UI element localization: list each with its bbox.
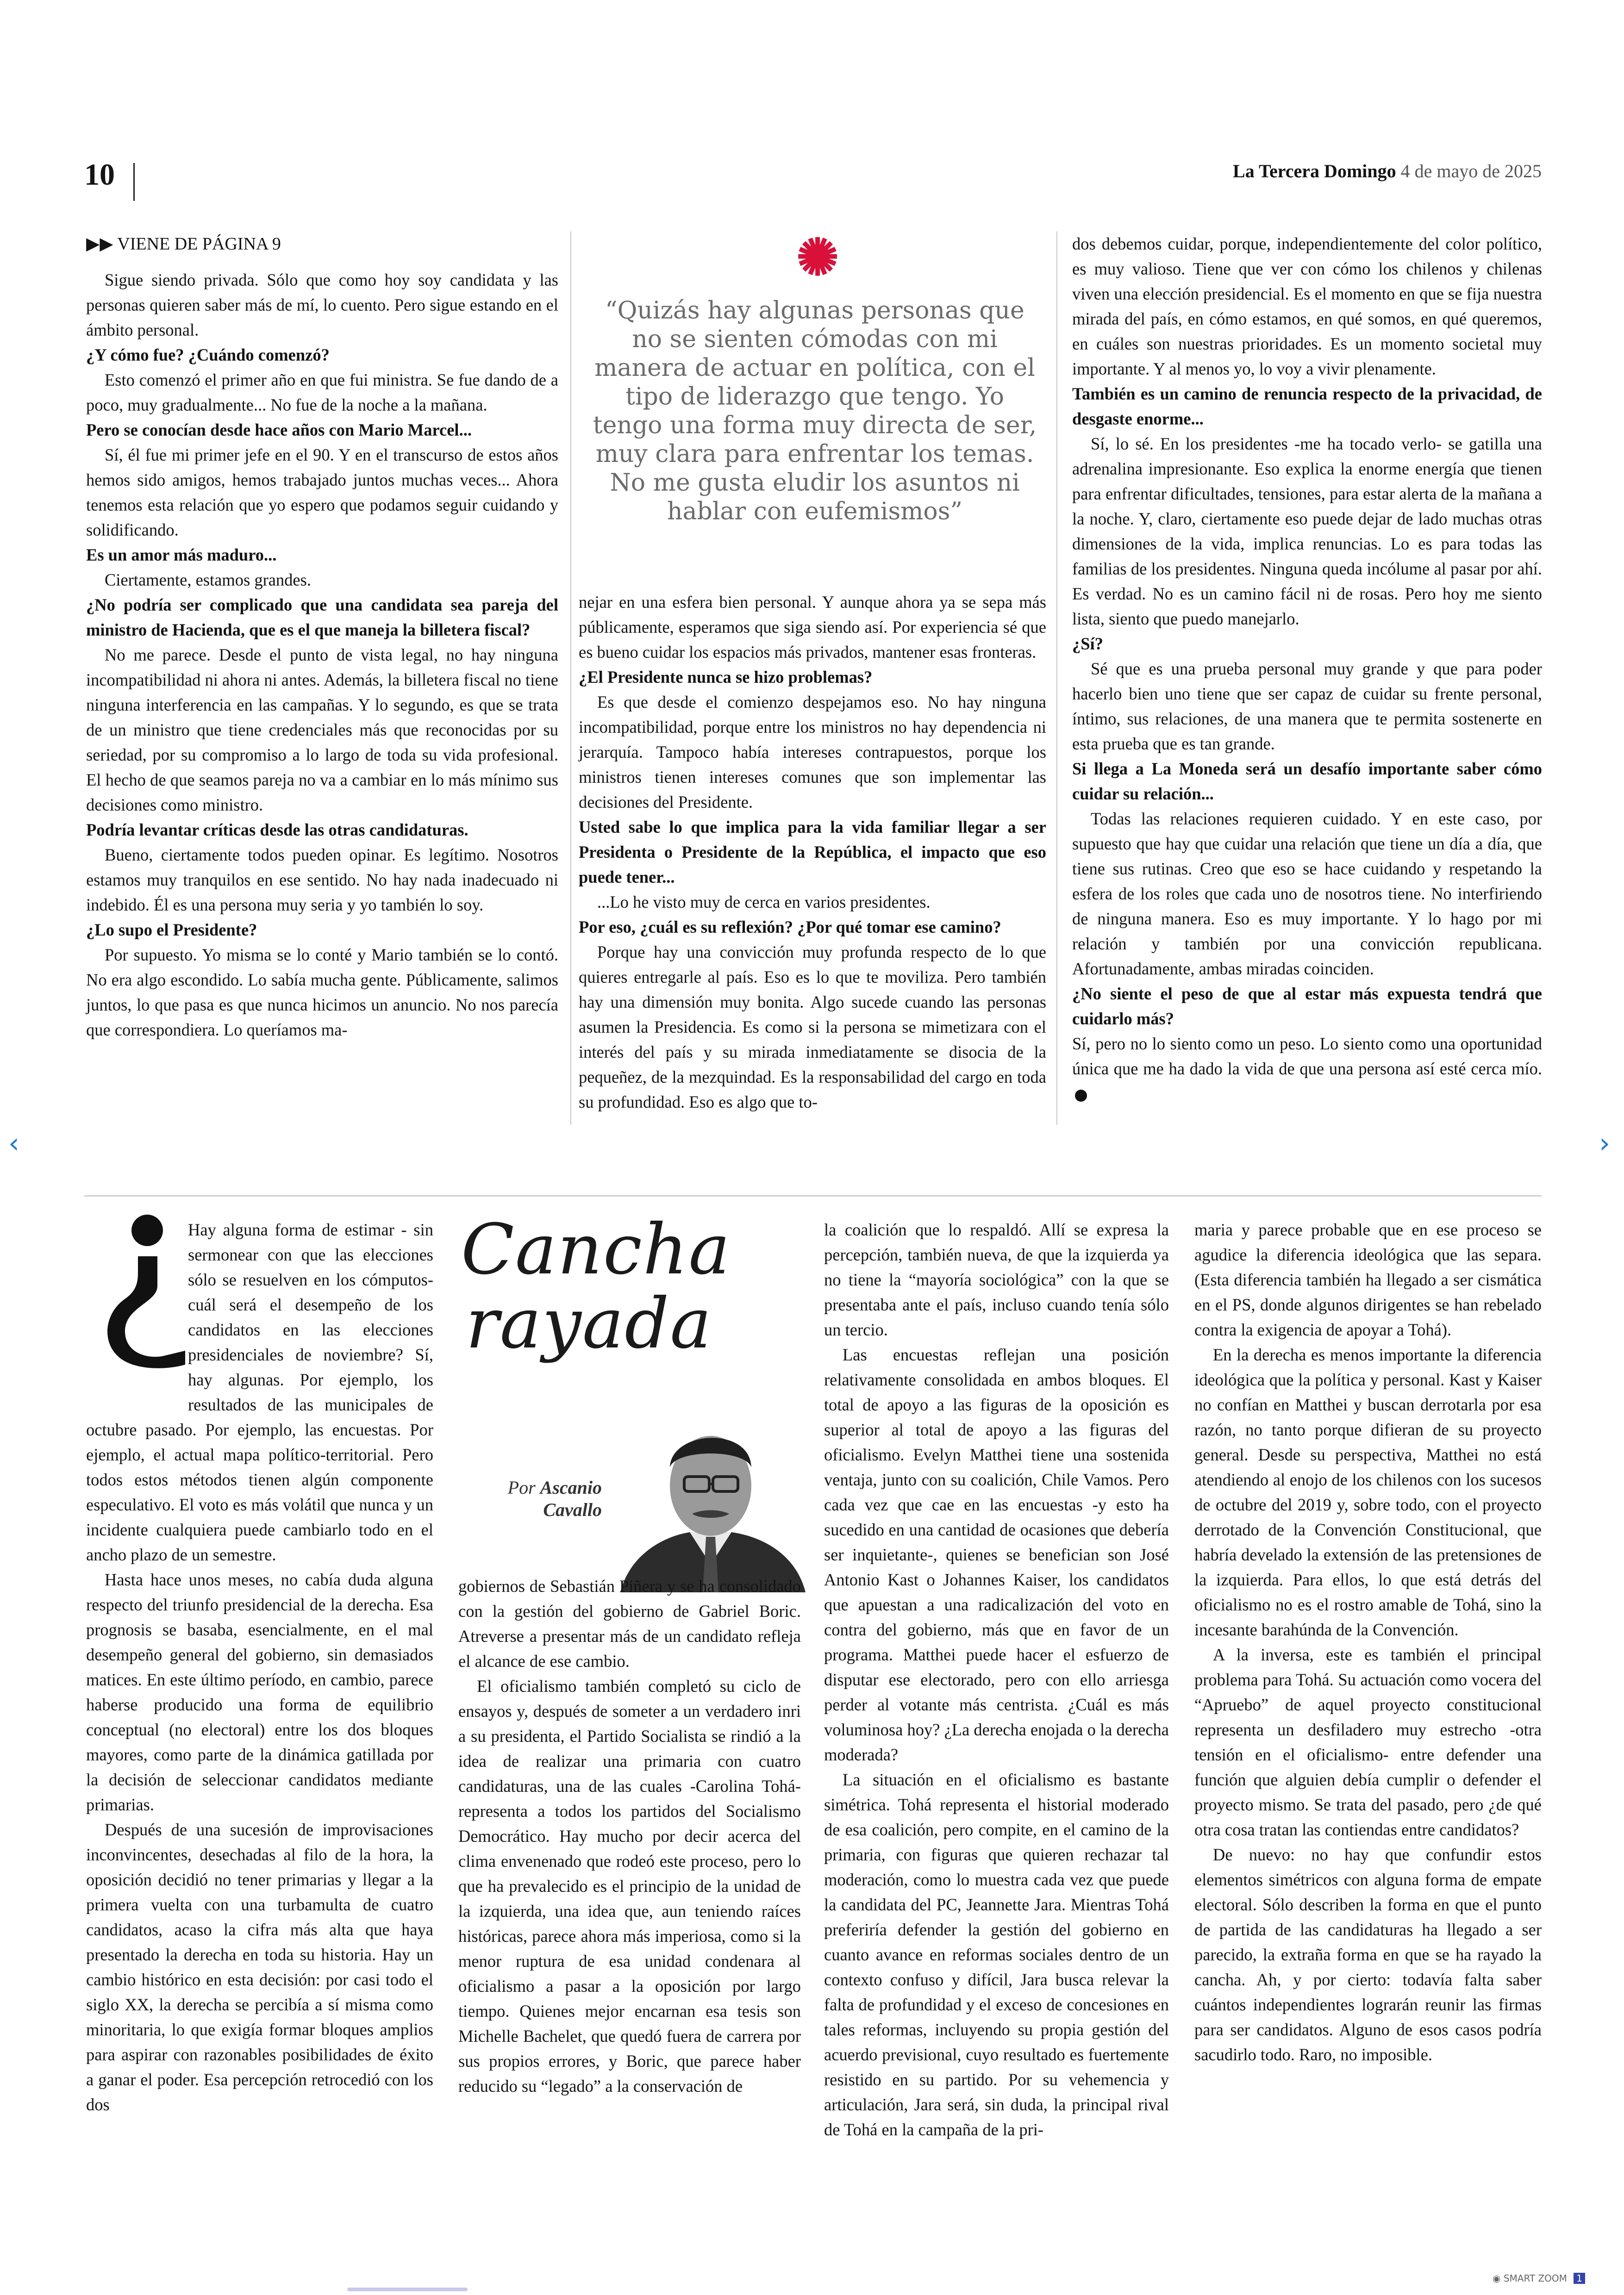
paragraph: maria y parece probable que en ese proceso se agudice la diferencia ideológica que las separa. (Esta diferencia también ha llegado a ser cismática en el PS, donde algunos dirigentes se han rebelado contra la exigencia de apoyar a Tohá). [1194,1220,1542,1339]
header-divider [133,163,135,201]
interview-question: Por eso, ¿cuál es su reflexión? ¿Por qué tomar ese camino? [579,917,1001,936]
smart-zoom-label: SMART ZOOM [1503,2273,1567,2284]
paragraph: De nuevo: no hay que confundir estos elementos simétricos con alguna forma de empate electoral. Sólo describen la forma en que el punto de partida de las candidaturas ha llegado a ser parecido, la extraña forma en que se ha rayado la cancha. Ah, y por cierto: todavía falta saber cuántos independientes lograrán reunir las firmas para ser candidatos. Alguno de esos casos podría sacudirlo todo. Raro, no imposible. [1194,1845,1542,2064]
interview-question: ¿Y cómo fue? ¿Cuándo comenzó? [86,345,330,364]
column-title-line2: rayada [466,1284,712,1364]
opinion-column-2 [458,1574,801,2099]
column-divider [570,231,571,1125]
column-title-line1: Cancha [461,1210,731,1290]
column-title [461,1210,731,1364]
double-arrow-icon: ▶▶ [86,234,113,254]
interview-column-2 [579,590,1046,1115]
interview-question: ¿El Presidente nunca se hizo problemas? [579,667,873,686]
interview-question: ¿No siente el peso de que al estar más expuesta tendrá que cuidarlo más? [1072,984,1542,1028]
smart-zoom-control[interactable] [1493,2273,1585,2284]
lead-paragraph-rest: Sí, hay algunas. Por ejemplo, los resultados de las municipales de octubre pasado. Por ejemplo, las encuestas. Por ejemplo, el actual mapa político-territorial. Pero todos estos métodos tienen algún componente especulativo. El voto es más volátil que nunca y un incidente cualquiera puede cambiarlo todo en el ancho plazo de un semestre. [86,1345,433,1564]
header-publication [1233,160,1542,182]
paragraph: la coalición que lo respaldó. Allí se expresa la percepción, también nueva, de que la izquierda ya no tiene la “mayoría sociológica” con la que se presentaba ante el país, incluso cuando tenía sólo un tercio. [824,1220,1169,1339]
publication-name: La Tercera Domingo [1233,161,1396,181]
paragraph: Las encuestas reflejan una posición relativamente consolidada en ambos bloques. El total de apoyo a las figuras de la oposición es superior al total de apoyo a las figuras del oficialismo. Evelyn Matthei tiene una sostenida ventaja, junto con su coalición, Chile Vamos. Pero cada vez que cae en las encuestas -y esto ha sucedido en una cantidad de ocasiones que debería ser inquietante-, quienes se benefician son José Antonio Kast o Johannes Kaiser, los candidatos que apuestan a una radicalización del voto en contra del gobierno, más que en favor de un programa. Matthei puede hacer el esfuerzo de disputar ese electorado, pero con ello arriesga perder al votante más centrista. ¿Cuál es más voluminosa hoy? ¿La derecha enojada o la derecha moderada? [824,1345,1169,1764]
paragraph: No me parece. Desde el punto de vista legal, no hay ninguna incompatibilidad ni ahora ni antes. Además, la billetera fiscal no tiene ninguna interferencia en las campañas. Y lo segundo, es que se trata de un ministro que tiene credenciales más que reconocidas por su seriedad, por su compromiso a lo largo de toda su vida profesional. El hecho de que seamos pareja no va a cambiar en lo más mínimo sus decisiones como ministro. [86,645,558,814]
paragraph: Ciertamente, estamos grandes. [105,570,311,589]
interview-question: Es un amor más maduro... [86,545,277,564]
section-divider [84,1195,1542,1197]
paragraph: Por supuesto. Yo misma se lo conté y Mario también se lo contó. No era algo escondido. Lo sabía mucha gente. Públicamente, salimos juntos, lo que pasa es que nunca hicimos un anuncio. No nos parecía que correspondiera. Lo queríamos ma- [86,945,558,1039]
column-divider [1056,231,1057,1125]
paragraph: A la inversa, este es también el principal problema para Tohá. Su actuación como vocera del “Apruebo” de aquel proyecto constitucional representa un desfiladero muy estrecho -otra tensión en el oficialismo- entre defender una función que alguien debía cumplir o defender el proyecto mismo. Se trata del pasado, pero ¿de qué otra cosa tratan las contiendas entre candidatos? [1194,1645,1542,1839]
publication-date: 4 de mayo de 2025 [1400,161,1542,181]
author-photo [611,1398,810,1592]
asterisk-icon: ✺ [796,230,839,286]
page-number: 10 [84,158,115,192]
interview-question: Si llega a La Moneda será un desafío importante saber cómo cuidar su relación... [1072,759,1542,803]
interview-question: ¿Sí? [1072,634,1103,653]
next-page-arrow-icon[interactable]: › [1599,1127,1610,1160]
lead-paragraph-wrap: Hay alguna forma de estimar - sin sermonear con que las elecciones sólo se resuelven en los cómputos- cuál será el desempeño de los candidatos en las elecciones presidenciales de noviembre? [188,1220,433,1364]
continued-from-label: VIENE DE PÁGINA 9 [117,234,281,254]
interview-column-1 [86,231,558,1042]
author-first-name: Ascanio [540,1477,602,1498]
interview-question: ¿No podría ser complicado que una candidata sea pareja del ministro de Hacienda, que es el que maneja la billetera fiscal? [86,595,558,639]
paragraph: Bueno, ciertamente todos pueden opinar. Es legítimo. Nosotros estamos muy tranquilos en ese sentido. No hay nada inadecuado ni indebido. Él es una persona muy seria y yo también lo soy. [86,845,558,914]
opinion-column-1 [86,1217,433,2117]
interview-column-3 [1072,231,1542,1106]
interview-question: Podría levantar críticas desde las otras candidaturas. [86,820,468,839]
paragraph-continued: dos debemos cuidar, porque, independientemente del color político, es muy valioso. Tiene que ver con cómo los chilenos y chilenas viven una elección presidencial. Es el momento en que se fija nuestra mirada del país, en cómo estamos, en qué somos, en qué queremos, en cuáles son nuestras prioridades. Es un momento societal muy importante. Y al menos yo, lo voy a vivir plenamente. [1072,234,1542,378]
prev-page-arrow-icon[interactable]: ‹ [8,1127,19,1160]
paragraph: Después de una sucesión de improvisaciones inconvincentes, desechadas al filo de la hora, la oposición decidió no tener primarias y llegar a la primera vuelta con una turbamulta de cuatro candidatos, acaso la cifra más alta que haya presentado la derecha en toda su historia. Hay un cambio histórico en esta decisión: por casi todo el siglo XX, la derecha se percibía a sí misma como minoritaria, lo que exigía formar bloques amplios para aspirar con razonables posibilidades de éxito a ganar el poder. Esa percepción retrocedió con los dos [86,1820,433,2114]
paragraph: Hasta hace unos meses, no cabía duda alguna respecto del triunfo presidencial de la derecha. Esa prognosis se basaba, esencialmente, en el mal desempeño general del gobierno, sin demasiados matices. En este último período, en cambio, parece haberse producido una forma de equilibrio conceptual (no electoral) entre los dos bloques mayores, como parte de la dinámica gatillada por la decisión de seleccionar candidatos mediante primarias. [86,1570,433,1814]
byline-prefix: Por [507,1477,536,1498]
paragraph: Esto comenzó el primer año en que fui ministra. Se fue dando de a poco, muy gradualmente... No fue de la noche a la mañana. [86,370,558,414]
horizontal-scrollbar[interactable] [347,2288,468,2291]
paragraph: Sé que es una prueba personal muy grande y que para poder hacerlo bien uno tiene que ser capaz de cuidar su frente personal, íntimo, sus relaciones, de una manera que te permita sostenerte en esta prueba que es tan grande. [1072,659,1542,753]
opinion-column-4 [1194,1217,1542,2067]
dropcap-spacer [86,1217,188,1393]
interview-question: Usted sabe lo que implica para la vida familiar llegar a ser Presidenta o Presidente de la República, el impacto que eso puede tener... [579,817,1046,886]
paragraph: Sí, lo sé. En los presidentes -me ha tocado verlo- se gatilla una adrenalina impresionante. Eso explica la enorme energía que tienen para enfrentar dificultades, tensiones, para estar alerta de la mañana a la noche. Y, claro, ciertamente eso puede dejar de lado muchas otras dimensiones de la vida, implica renuncias. Lo es para todas las familias de los presidentes. Ninguna queda incólume al pasar por ahí. Es verdad. No es un camino fácil ni de rosas. Pero hoy me siento lista, siento que puedo manejarlo. [1072,434,1542,628]
paragraph: ...Lo he visto muy de cerca en varios presidentes. [597,892,931,911]
paragraph: Sí, pero no lo siento como un peso. Lo siento como una oportunidad única que me ha dado la vida de que una persona así esté cerca mío. [1072,1034,1542,1078]
paragraph: El oficialismo también completó su ciclo de ensayos y, después de someter a un verdadero inri a su presidenta, el Partido Socialista se rindió a la idea de realizar una primaria con cuatro candidaturas, una de las cuales -Carolina Tohá- representa a todos los partidos del Socialismo Democrático. Hay mucho por decir acerca del clima envenenado que rodeó este proceso, pero lo que ha prevalecido es el principio de la unidad de la izquierda, una idea que, aun teniendo raíces históricas, parece ahora más imperiosa, como si la menor ruptura de esa unidad condenara al oficialismo a pasar a la oposición por largo tiempo. Quienes mejor encarnan esa tesis son Michelle Bachelet, que quedó fuera de carrera por sus propios errores, y Boric, que parece haber reducido su “legado” a la conservación de [458,1677,801,2095]
byline [491,1477,602,1521]
paragraph: Sí, él fue mi primer jefe en el 90. Y en el transcurso de estos años hemos sido amigos, hemos trabajado juntos muchas veces... Ahora tenemos esta relación que yo espero que podamos seguir cuidando y solidificando. [86,445,558,539]
interview-question: ¿Lo supo el Presidente? [86,920,257,939]
continued-from [86,231,558,256]
end-of-article-icon [1075,1090,1087,1102]
interview-question: Pero se conocían desde hace años con Mario Marcel... [86,420,472,439]
paragraph: Porque hay una convicción muy profunda respecto de lo que quieres entregarle al país. Eso es lo que te moviliza. Pero también hay una dimensión muy bonita. Algo sucede cuando las personas asumen la Presidencia. Es como si la persona se mimetizara con el interés del país y su mirada inmediatamente se disocia de la pequeñez, de la mezquindad. Es la responsabilidad del cargo en toda su profundidad. Eso es algo que to- [579,942,1046,1111]
opinion-column-3 [824,1217,1169,2142]
paragraph: Todas las relaciones requieren cuidado. Y en este caso, por supuesto que hay que cuidar una relación que tiene un día a día, que tiene sus rutinas. Creo que eso se hace cuidando y respetando la esfera de los roles que cada uno de nosotros tiene. No interfiriendo de ninguna manera. Eso es muy importante. Y lo hago por mi relación y también por una convicción republicana. Afortunadamente, ambas miradas coinciden. [1072,809,1542,978]
paragraph: gobiernos de Sebastián Piñera y se ha consolidado con la gestión del gobierno de Gabriel Boric. Atreverse a presentar más de un candidato refleja el alcance de ese cambio. [458,1577,801,1671]
page-indicator: 1 [1574,2273,1585,2284]
author-last-name: Cavallo [543,1499,602,1520]
paragraph: La situación en el oficialismo es bastante simétrica. Tohá representa el historial moderado de esa coalición, pero compite, en el camino de la primaria, con figuras que quieren rechazar tal moderación, como lo muestra cada vez que puede la candidata del PC, Jeannette Jara. Mientras Tohá preferiría defender la gestión del gobierno en cuanto avance en reformas sociales dentro de un contexto confuso y difícil, Jara busca relevar la falta de profundidad y el exceso de concesiones en tales reformas, incluyendo su propia gestión del acuerdo previsional, cuyo resultado es fuertemente resistido en su partido. Por su vehemencia y articulación, Jara será, sin duda, la principal rival de Tohá en la campaña de la pri- [824,1770,1169,2139]
lead-paragraph [86,1217,433,1567]
eye-icon: ◉ [1493,2273,1501,2284]
paragraph: Es que desde el comienzo despejamos eso. No hay ninguna incompatibilidad, porque entre los ministros no hay dependencia ni jerarquía. Tampoco había intereses contrapuestos, porque los ministros tienen intereses comunes que son implementar las decisiones del Presidente. [579,692,1046,811]
paragraph-continued: nejar en una esfera bien personal. Y aunque ahora ya se sepa más públicamente, esperamos que siga siendo así. Por experiencia sé que es bueno cuidar los espacios más privados, mantener esas fronteras. [579,592,1046,661]
interview-question: También es un camino de renuncia respecto de la privacidad, de desgaste enorme... [1072,384,1542,428]
paragraph: En la derecha es menos importante la diferencia ideológica que la política y personal. Kast y Kaiser no confían en Matthei y buscan derrotarla por esa razón, no tanto porque difieran de su proyecto general. Desde su perspectiva, Matthei no está atendiendo al enojo de los chilenos con los sucesos de octubre del 2019 y, sobre todo, con el proyecto derrotado de la Convención Constitucional, que habría develado la extensión de las pretensiones de la izquierda. Para ellos, lo que está detrás del oficialismo no es el rostro amable de Tohá, sino la incesante barahúnda de la Convención. [1194,1345,1542,1639]
paragraph: Sigue siendo privada. Sólo que como hoy soy candidata y las personas quieren saber más de mí, lo cuento. Pero sigue estando en el ámbito personal. [86,270,558,339]
pull-quote: “Quizás hay algunas personas que no se sienten cómodas con mi manera de actuar en política, con el tipo de liderazgo que tengo. Yo tengo una forma muy directa de ser, muy clara para enfrentar los temas. No me gusta eludir los asuntos ni hablar con eufemismos” [593,297,1037,525]
